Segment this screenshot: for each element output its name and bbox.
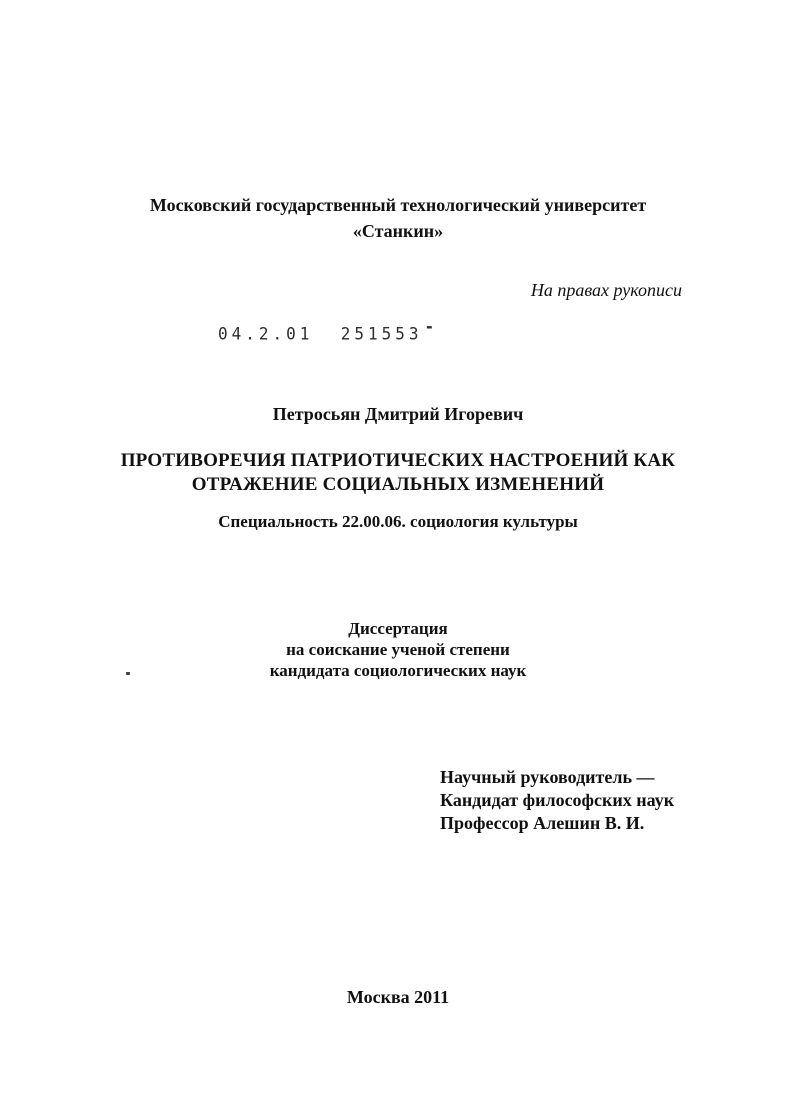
- library-stamp-number: [218, 316, 435, 344]
- supervisor-degree-line: Кандидат философских наук: [440, 790, 675, 810]
- stamp-code: 04.2.01 251553: [218, 323, 423, 344]
- university-short-name-line: «Станкин»: [352, 221, 444, 241]
- dissertation-title-line-1: ПРОТИВОРЕЧИЯ ПАТРИОТИЧЕСКИХ НАСТРОЕНИЙ КАК: [120, 450, 676, 471]
- thesis-type-line-3: кандидата социологических наук: [269, 661, 527, 680]
- scan-artifact-dot: [126, 672, 130, 675]
- stamp-dash-mark: -: [424, 316, 435, 337]
- dissertation-title: [0, 449, 796, 497]
- university-name-line: Московский государственный технологический университет: [149, 195, 647, 215]
- thesis-type-line-1: Диссертация: [348, 619, 448, 638]
- city-and-year: Москва 2011: [346, 987, 450, 1007]
- thesis-type-block: [0, 618, 796, 681]
- thesis-type-line-2: на соискание ученой степени: [286, 640, 510, 659]
- supervisor-block: [440, 766, 674, 835]
- manuscript-rights-note: На правах рукописи: [530, 280, 682, 300]
- specialty-line: Специальность 22.00.06. социология культуры: [218, 512, 578, 531]
- author-name: Петросьян Дмитрий Игоревич: [272, 404, 524, 424]
- supervisor-name-line: Профессор Алешин В. И.: [440, 813, 645, 833]
- dissertation-title-line-2: ОТРАЖЕНИЕ СОЦИАЛЬНЫХ ИЗМЕНЕНИЙ: [191, 474, 605, 495]
- supervisor-role-line: Научный руководитель —: [440, 767, 655, 787]
- university-heading: [0, 192, 796, 244]
